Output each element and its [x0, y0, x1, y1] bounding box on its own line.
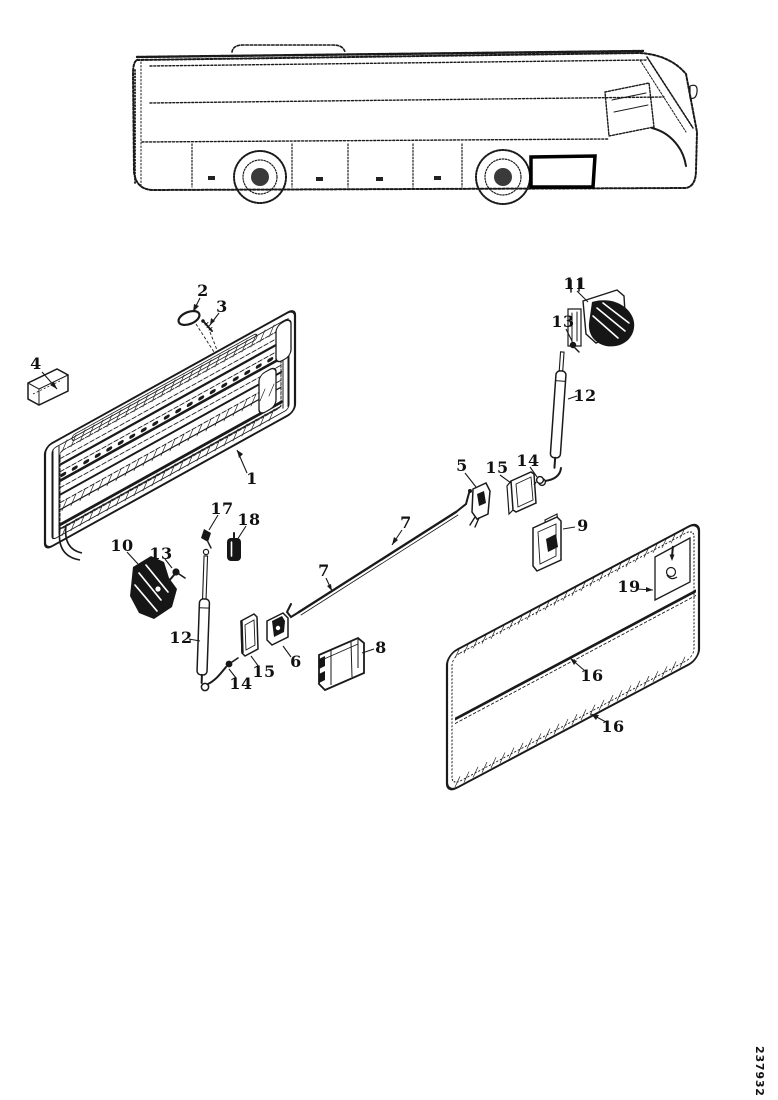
ball-stud-bracket-right — [537, 477, 544, 484]
callout-13-right: 13 — [551, 312, 575, 331]
left-hinge-assembly — [130, 556, 185, 619]
callout-5: 5 — [456, 456, 468, 475]
callout-10: 10 — [110, 536, 134, 555]
strut-bracket-right — [507, 472, 543, 514]
callout-7-lower: 7 — [318, 561, 330, 580]
driver-window — [605, 83, 654, 136]
windshield — [647, 57, 693, 128]
callout-19: 19 — [617, 577, 641, 596]
callout-6: 6 — [290, 652, 302, 671]
ball-stud-right — [570, 342, 576, 348]
callout-17: 17 — [210, 499, 234, 518]
torsion-rod — [287, 489, 472, 617]
highlighted-luggage-door — [531, 156, 595, 187]
callout-16-lower: 16 — [601, 717, 625, 736]
callout-9: 9 — [577, 516, 589, 535]
callout-15-right: 15 — [485, 458, 509, 477]
callout-1: 1 — [246, 469, 258, 488]
front-wheel — [476, 150, 530, 204]
mounting-bracket — [319, 638, 364, 690]
callout-3: 3 — [216, 297, 228, 316]
callout-12-left: 12 — [169, 628, 193, 647]
callout-2: 2 — [197, 281, 209, 300]
strut-bracket-left — [241, 614, 258, 656]
callout-11: 11 — [563, 274, 587, 293]
assembly-line — [196, 324, 217, 352]
bus-roof-hatch — [232, 45, 345, 52]
bay-dividers — [192, 144, 462, 187]
callout-14-right: 14 — [516, 451, 540, 470]
seal-ring — [177, 308, 202, 327]
callout-7-upper: 7 — [400, 513, 412, 532]
callout-18: 18 — [237, 510, 261, 529]
rear-wheel — [234, 151, 286, 203]
clip-detail-inset — [655, 538, 690, 600]
bus-body-outline — [133, 53, 697, 190]
callout-13-left: 13 — [149, 544, 173, 563]
striker-bracket — [533, 514, 561, 571]
drawing-number: 237932 — [753, 1046, 766, 1097]
buffer — [227, 538, 241, 561]
latch — [470, 483, 490, 527]
pin — [201, 529, 211, 542]
end-cap-block — [28, 369, 68, 405]
bus-side-view — [133, 45, 697, 204]
callout-8: 8 — [375, 638, 387, 657]
gas-strut-left — [197, 549, 238, 690]
callout-12-right: 12 — [573, 386, 597, 405]
callout-4: 4 — [30, 354, 42, 373]
callout-14-left: 14 — [229, 674, 253, 693]
callout-16-mid: 16 — [580, 666, 604, 685]
callout-15-left: 15 — [252, 662, 276, 681]
gas-strut-right — [539, 352, 568, 486]
clip-bracket — [267, 613, 288, 645]
